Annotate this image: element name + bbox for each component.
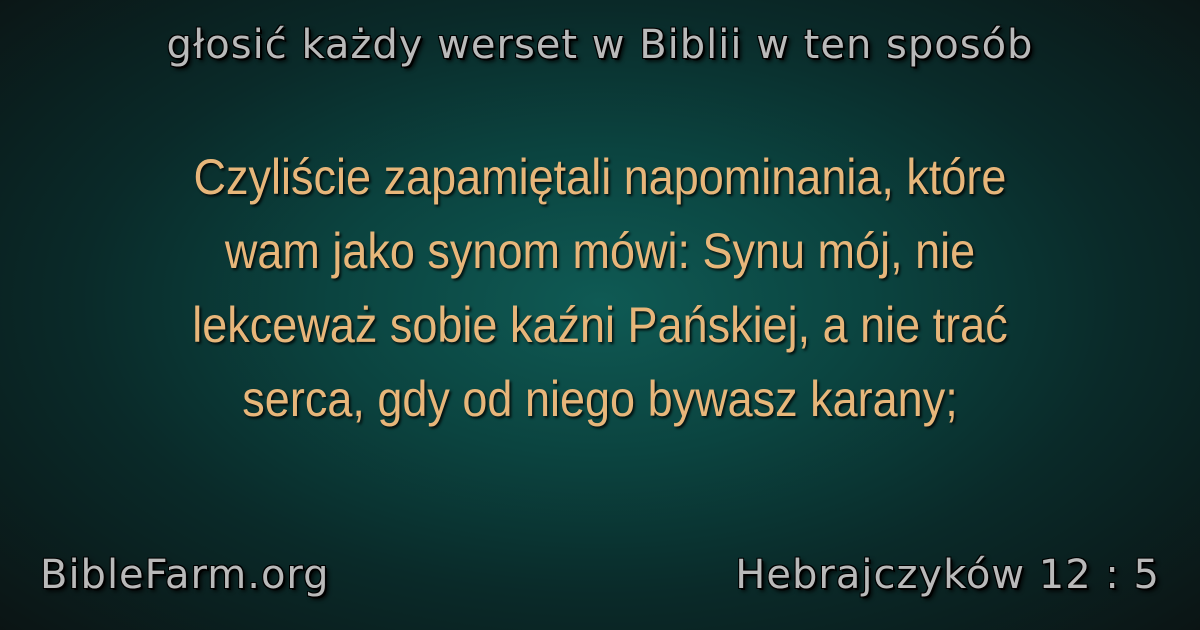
verse-line: Czyliście zapamiętali napominania, które <box>193 149 1007 205</box>
verse-text <box>114 140 1086 436</box>
verse-line: serca, gdy od niego bywasz karany; <box>242 371 958 427</box>
verse-reference: Hebrajczyków 12 : 5 <box>735 552 1160 598</box>
site-name: BibleFarm.org <box>40 552 330 598</box>
verse-line: wam jako synom mówi: Synu mój, nie <box>224 223 976 279</box>
verse-line: lekceważ sobie kaźni Pańskiej, a nie trać <box>192 297 1008 353</box>
tagline: głosić każdy werset w Biblii w ten sposób <box>166 22 1034 68</box>
